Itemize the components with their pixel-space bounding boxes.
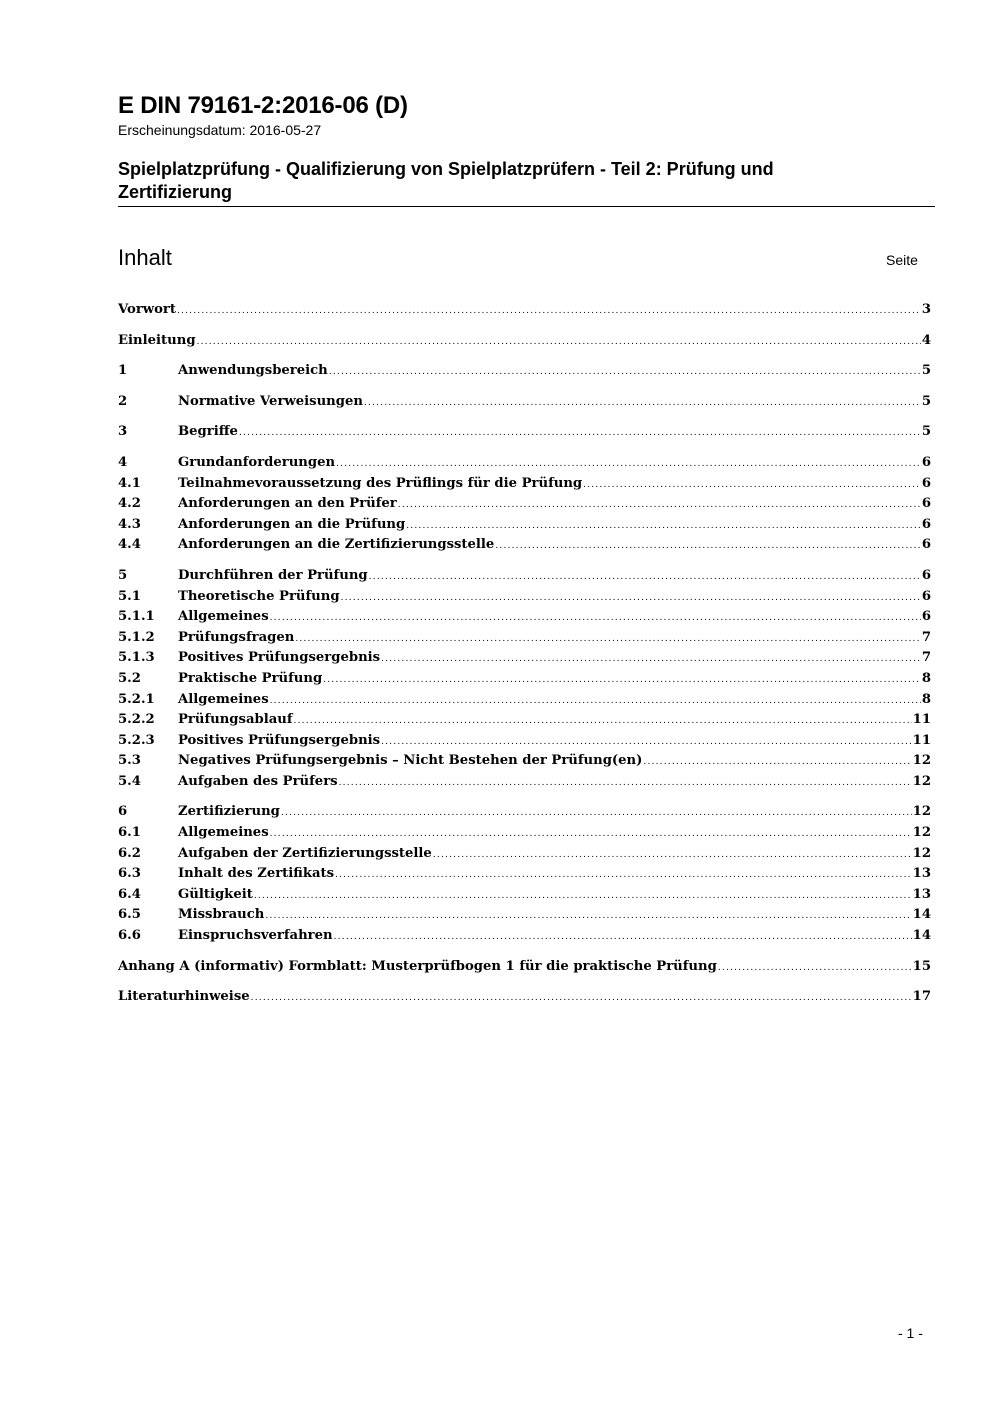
toc-dot-leader (295, 634, 921, 644)
toc-entry-page: 11 (912, 712, 931, 728)
toc-entry[interactable] (118, 692, 931, 713)
toc-entry-number: 6.3 (118, 866, 141, 882)
toc-entry-number: 5 (118, 567, 128, 583)
toc-entry-title: Missbrauch (178, 907, 265, 923)
toc-entry[interactable] (118, 537, 931, 558)
toc-entry-number: 6 (118, 804, 128, 820)
toc-entry-title: Positives Prüfungsergebnis (178, 732, 381, 748)
toc-entry-number: 5.1.3 (118, 650, 155, 666)
toc-entry-title: Positives Prüfungsergebnis (178, 650, 381, 666)
toc-entry[interactable] (118, 363, 931, 384)
toc-entry-page: 15 (912, 958, 931, 974)
toc-page-column-label: Seite (886, 252, 918, 268)
toc-entry[interactable] (118, 866, 931, 887)
toc-entry[interactable] (118, 887, 931, 908)
toc-entry-title: Gültigkeit (178, 886, 253, 902)
toc-entry-page: 14 (912, 907, 931, 923)
toc-entry-number: 1 (118, 363, 128, 379)
toc-entry-page: 7 (921, 629, 931, 645)
toc-entry-title: Allgemeines (178, 691, 269, 707)
toc-entry-title: Anwendungsbereich (178, 363, 328, 379)
toc-entry-page: 4 (921, 332, 931, 348)
toc-entry-page: 8 (921, 670, 931, 686)
toc-entry-number: 4.3 (118, 516, 141, 532)
toc-entry[interactable] (118, 333, 931, 354)
toc-entry-page: 13 (912, 866, 931, 882)
toc-entry-title: Normative Verweisungen (178, 393, 363, 409)
toc-dot-leader (294, 716, 912, 726)
toc-dot-leader (270, 613, 921, 623)
toc-entry[interactable] (118, 928, 931, 949)
toc-entry-number: 6.2 (118, 845, 141, 861)
toc-entry-page: 6 (921, 588, 931, 604)
toc-entry-title: Allgemeines (178, 825, 269, 841)
document-id: E DIN 79161-2:2016-06 (D) (118, 92, 408, 119)
toc-entry-title: Teilnahmevoraussetzung des Prüflings für die Prüfung (178, 475, 583, 491)
toc-dot-leader (270, 696, 921, 706)
toc-entry-page: 13 (912, 886, 931, 902)
toc-entry-page: 5 (921, 363, 931, 379)
toc-entry-title: Anforderungen an die Zertifizierungsstelle (178, 537, 495, 553)
toc-dot-leader (381, 737, 912, 747)
toc-entry[interactable] (118, 609, 931, 630)
toc-entry-page: 12 (912, 845, 931, 861)
toc-entry[interactable] (118, 959, 931, 980)
toc-entry-title: Durchführen der Prüfung (178, 567, 368, 583)
toc-dot-leader (339, 778, 912, 788)
toc-entry-page: 8 (921, 691, 931, 707)
toc-entry-title: Allgemeines (178, 609, 269, 625)
toc-entry-page: 17 (912, 989, 931, 1005)
toc-entry-title: Prüfungsfragen (178, 629, 295, 645)
toc-dot-leader (334, 932, 912, 942)
toc-entry[interactable] (118, 568, 931, 589)
toc-entry-number: 5.4 (118, 773, 141, 789)
toc-entry[interactable] (118, 989, 931, 1010)
toc-entry-number: 5.1 (118, 588, 141, 604)
toc-entry-number: 5.2.1 (118, 691, 155, 707)
toc-entry-number: 6.5 (118, 907, 141, 923)
toc-entry-page: 6 (921, 496, 931, 512)
toc-dot-leader (270, 829, 912, 839)
toc-entry[interactable] (118, 394, 931, 415)
toc-entry-page: 6 (921, 567, 931, 583)
toc-entry-page: 6 (921, 609, 931, 625)
toc-entry-number: 4.4 (118, 537, 141, 553)
toc-dot-leader (281, 808, 912, 818)
toc-entry[interactable] (118, 825, 931, 846)
toc-dot-leader (341, 593, 921, 603)
toc-entry-title: Negatives Prüfungsergebnis – Nicht Bestehen der Prüfung(en) (178, 753, 643, 769)
toc-entry[interactable] (118, 517, 931, 538)
toc-entry-page: 14 (912, 928, 931, 944)
toc-entry-title: Praktische Prüfung (178, 670, 323, 686)
toc-entry-number: 4.1 (118, 475, 141, 491)
title-divider (118, 206, 935, 207)
document-title: Spielplatzprüfung - Qualifizierung von Spielplatzprüfern - Teil 2: Prüfung und Zertifizierung (118, 159, 774, 202)
toc-entry-page: 3 (921, 302, 931, 317)
toc-entry[interactable] (118, 733, 931, 754)
toc-entry-page: 11 (912, 732, 931, 748)
toc-entry-title: Aufgaben der Zertifizierungsstelle (178, 845, 432, 861)
toc-entry[interactable] (118, 753, 931, 774)
toc-entry-number: 6.4 (118, 886, 141, 902)
toc-dot-leader (381, 654, 921, 664)
toc-entry-title: Literaturhinweise (118, 989, 250, 1005)
toc-entry-title: Theoretische Prüfung (178, 588, 340, 604)
toc-entry-title: Prüfungsablauf (178, 712, 293, 728)
toc-dot-leader (254, 891, 912, 901)
toc-entry[interactable] (118, 907, 931, 928)
toc-entry[interactable] (118, 650, 931, 671)
toc-entry-page: 12 (912, 753, 931, 769)
toc-entry-number: 6.6 (118, 928, 141, 944)
toc-entry-title: Inhalt des Zertifikats (178, 866, 335, 882)
toc-dot-leader (251, 993, 912, 1003)
table-of-contents (118, 302, 931, 1010)
toc-dot-leader (239, 428, 921, 438)
toc-entry-number: 4.2 (118, 496, 141, 512)
toc-dot-leader (177, 306, 921, 316)
toc-entry-number: 5.1.1 (118, 609, 155, 625)
toc-dot-leader (398, 500, 921, 510)
toc-entry[interactable] (118, 424, 931, 445)
toc-entry-page: 6 (921, 516, 931, 532)
toc-entry[interactable] (118, 630, 931, 651)
toc-heading: Inhalt (118, 245, 172, 270)
toc-dot-leader (369, 572, 921, 582)
toc-entry[interactable] (118, 671, 931, 692)
toc-dot-leader (364, 398, 921, 408)
toc-entry[interactable] (118, 302, 931, 323)
toc-entry-page: 12 (912, 773, 931, 789)
toc-entry[interactable] (118, 774, 931, 795)
toc-entry-title: Anforderungen an die Prüfung (178, 516, 406, 532)
toc-entry-title: Begriffe (178, 424, 238, 440)
toc-dot-leader (265, 911, 911, 921)
footer-page-number: - 1 - (898, 1325, 923, 1341)
toc-entry[interactable] (118, 712, 931, 733)
toc-entry-number: 5.3 (118, 753, 141, 769)
toc-dot-leader (329, 367, 921, 377)
toc-dot-leader (323, 675, 921, 685)
toc-entry-page: 12 (912, 804, 931, 820)
toc-entry-page: 7 (921, 650, 931, 666)
toc-entry-title: Anhang A (informativ) Formblatt: Musterprüfbogen 1 für die praktische Prüfung (118, 958, 717, 974)
toc-entry-page: 6 (921, 454, 931, 470)
toc-entry[interactable] (118, 455, 931, 476)
toc-dot-leader (433, 850, 912, 860)
toc-dot-leader (336, 459, 921, 469)
toc-entry[interactable] (118, 476, 931, 497)
toc-dot-leader (643, 757, 911, 767)
toc-entry-title: Einleitung (118, 332, 196, 348)
toc-entry-title: Vorwort (118, 302, 176, 317)
toc-entry-page: 5 (921, 393, 931, 409)
toc-entry-number: 6.1 (118, 825, 141, 841)
toc-dot-leader (335, 870, 912, 880)
toc-entry-title: Aufgaben des Prüfers (178, 773, 338, 789)
toc-entry-page: 5 (921, 424, 931, 440)
toc-entry-number: 5.2 (118, 670, 141, 686)
toc-entry-number: 5.2.2 (118, 712, 155, 728)
toc-entry-number: 5.1.2 (118, 629, 155, 645)
toc-dot-leader (718, 963, 912, 973)
toc-entry[interactable] (118, 496, 931, 517)
toc-dot-leader (406, 521, 921, 531)
toc-dot-leader (495, 541, 920, 551)
toc-entry-number: 2 (118, 393, 128, 409)
toc-entry-page: 12 (912, 825, 931, 841)
toc-entry-title: Zertifizierung (178, 804, 280, 820)
toc-entry[interactable] (118, 804, 931, 825)
toc-entry-number: 5.2.3 (118, 732, 155, 748)
toc-dot-leader (197, 337, 921, 347)
toc-entry-page: 6 (921, 537, 931, 553)
toc-entry[interactable] (118, 846, 931, 867)
toc-entry-title: Einspruchsverfahren (178, 928, 333, 944)
toc-dot-leader (583, 480, 921, 490)
toc-entry[interactable] (118, 589, 931, 610)
toc-entry-number: 4 (118, 454, 128, 470)
publication-date: Erscheinungsdatum: 2016-05-27 (118, 122, 322, 138)
toc-entry-number: 3 (118, 424, 128, 440)
toc-entry-page: 6 (921, 475, 931, 491)
toc-entry-title: Anforderungen an den Prüfer (178, 496, 397, 512)
toc-entry-title: Grundanforderungen (178, 454, 336, 470)
